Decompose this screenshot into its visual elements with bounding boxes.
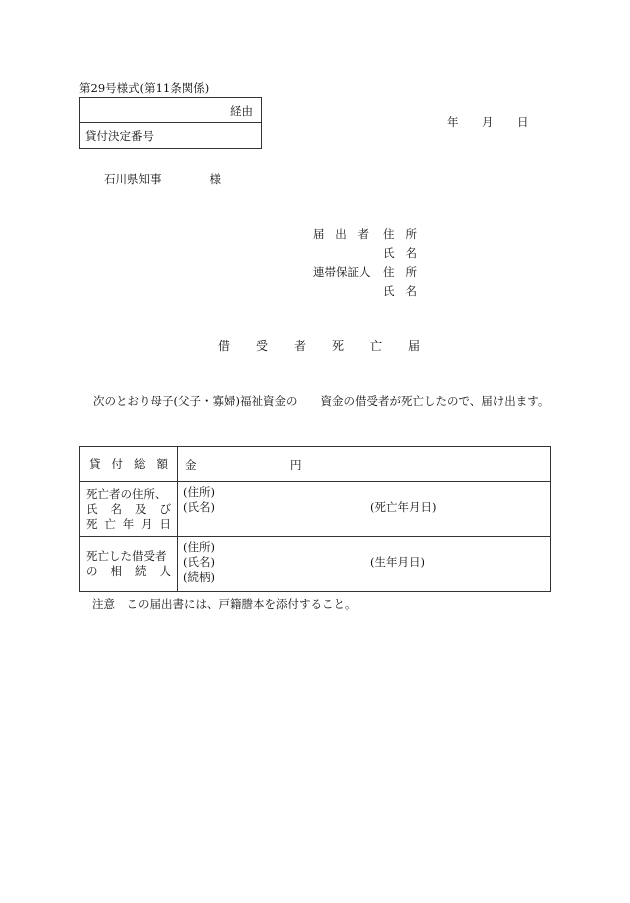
birth-date-label: (生年月日) (370, 555, 425, 569)
notifier-role: 届 出 者 (313, 227, 369, 241)
deceased-address-label: (住所) (183, 485, 215, 499)
amount-unit: 円 (290, 458, 302, 472)
guarantor-address-label: 住 所 (383, 265, 417, 279)
heir-label-line2: の 相 続 人 (86, 564, 171, 578)
body-text: 次のとおり母子(父子・寡婦)福祉資金の 資金の借受者が死亡したので、届け出ます。 (93, 394, 550, 408)
deceased-name-label: (氏名) (183, 500, 215, 514)
deceased-value-cell (178, 482, 551, 537)
total-loan-row (80, 447, 551, 482)
date-year-label: 年 (447, 115, 459, 129)
heir-value-cell (178, 537, 551, 592)
addressee (104, 171, 221, 187)
total-loan-value-cell (178, 447, 551, 482)
loan-decision-number-label: 貸付決定番号 (85, 129, 154, 143)
guarantor-role: 連 帯 保 証 人 (313, 265, 371, 279)
route-label: 経由 (230, 104, 253, 118)
date-day-label: 日 (517, 115, 529, 129)
deceased-label-line2: 氏 名 及 び (86, 501, 171, 516)
deceased-label-line1: 死亡者の住所、 (86, 486, 167, 501)
guarantor-name-label: 氏 名 (383, 284, 417, 298)
heir-address-label: (住所) (183, 540, 215, 554)
note: 注意 この届出書には、戸籍謄本を添付すること。 (92, 597, 357, 611)
death-date-label: (死亡年月日) (370, 500, 437, 514)
addressee-name: 石川県知事 (104, 172, 162, 186)
deceased-label (80, 487, 177, 532)
heir-name-label: (氏名) (183, 555, 215, 569)
date-month-label: 月 (482, 115, 494, 129)
addressee-honorific: 様 (209, 172, 221, 186)
form-number: 第29号様式(第11条関係) (79, 81, 210, 95)
heir-label (80, 549, 177, 579)
notifier-name-label: 氏 名 (383, 246, 417, 260)
heir-relation-label: (続柄) (183, 570, 215, 584)
total-loan-label: 貸 付 総 額 (89, 456, 168, 471)
amount-prefix: 金 (185, 458, 197, 472)
deceased-label-cell (80, 482, 178, 537)
deceased-label-line3: 死 亡 年 月 日 (86, 516, 171, 531)
total-loan-label-cell (80, 447, 178, 482)
notifier-address-label: 住 所 (383, 227, 417, 241)
heir-row (80, 537, 551, 592)
heir-label-line1: 死亡した借受者 (86, 549, 167, 563)
document-title: 借受者死亡届 (218, 339, 447, 353)
notification-table (79, 446, 551, 592)
routing-row (80, 98, 261, 123)
heir-label-cell (80, 537, 178, 592)
deceased-row (80, 482, 551, 537)
routing-box (79, 97, 262, 149)
